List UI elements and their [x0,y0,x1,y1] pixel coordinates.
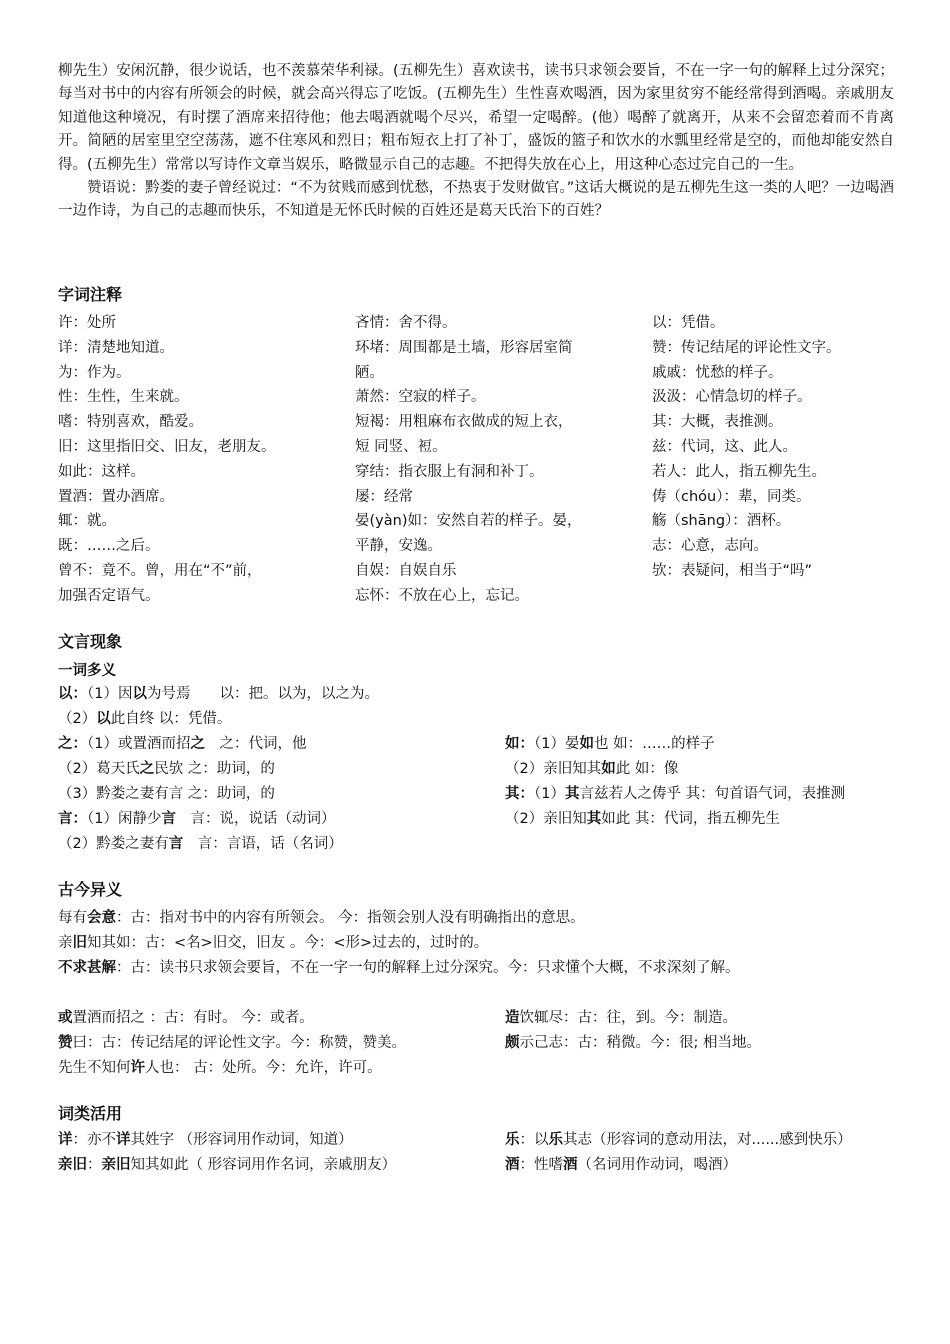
note-line: 嗜：特别喜欢，酷爱。 [58,414,203,431]
huoyong-right-1: 乐：以乐其志（形容词的意动用法，对......感到快乐） [505,1132,852,1148]
duoyi-zhi-1: 之：（1）或置酒而招之 之：代词，他 [58,736,307,752]
duoyi-zhi-3: （3）黔娄之妻有言 之：助词，的 [58,786,275,802]
notes-heading: 字词注释 [58,285,123,304]
note-line: 志：心意，志向。 [652,538,768,555]
gujin-right-1: 造饮辄尽：古：往，到。今：制造。 [505,1010,737,1026]
duoyi-zhi-2: （2）葛天氏之民欤 之：助词，的 [58,761,275,777]
duoyi-qi-1: 其：（1）其言兹若人之俦乎 其：句首语气词，表推测 [505,786,846,802]
gujin-line-6: 先生不知何许人也： 古：处所。今：允许，许可。 [58,1060,382,1076]
note-line: 如此：这样。 [58,463,145,480]
note-line: 穿结：指衣服上有洞和补丁。 [355,463,544,480]
note-line: 为：作为。 [58,364,131,381]
note-line: 忘怀：不放在心上，忘记。 [355,587,529,604]
note-line: 加强否定语气。 [58,587,160,604]
note-line: 欤：表疑问，相当于“吗” [652,562,813,579]
note-line: 以：凭借。 [652,315,725,331]
note-line: 戚戚：忧愁的样子。 [652,364,783,381]
duoyi-yan-1: 言：（1）闲静少言 言：说，说话（动词） [58,811,336,827]
gujin-line-1: 每有会意：古：指对书中的内容有所领会。 今：指领会别人没有明确指出的意思。 [58,910,585,926]
duoyi-yi-2: （2）以此自终 以：凭借。 [58,711,232,727]
note-line: 吝情：舍不得。 [355,315,457,331]
note-line: 许：处所 [58,315,116,331]
note-line: 俦（chóu）：辈，同类。 [652,488,811,505]
huoyong-right-2: 酒：性嗜酒（名词用作动词，喝酒） [505,1157,737,1173]
note-line: 其：大概，表推测。 [652,414,783,431]
note-line: 晏(yàn)如：安然自若的样子。晏， [355,513,582,530]
huoyong-line-1: 详：亦不详其姓字 （形容词用作动词，知道） [58,1132,353,1148]
huoyong-line-2: 亲旧：亲旧知其如此（ 形容词用作名词，亲戚朋友） [58,1157,397,1173]
gujin-right-2: 颇示己志：古：稍微。今：很; 相当地。 [505,1035,761,1051]
gujin-line-4: 或置酒而招之 ：古：有时。 今：或者。 [58,1010,314,1026]
note-line: 辄：就。 [58,513,116,530]
note-line: 置酒：置办酒席。 [58,488,174,505]
note-line: 自娱：自娱自乐 [355,562,457,579]
note-line: 短 同竖、裋。 [355,438,447,455]
duoyi-ru-1: 如：（1）晏如也 如：……的样子 [505,736,715,752]
translation-paragraph-2: 赞语说：黔娄的妻子曾经说过：“不为贫贱而感到忧愁，不热衷于发财做官。”这话大概说的是五柳先生这一类的人吧？一边喝酒一边作诗，为自己的志趣而快乐，不知道是无怀氏时候的百姓还是葛天氏治下的百姓？ [58,180,894,220]
gujin-line-2: 亲旧知其如：古：<名>旧交，旧友 。今：<形>过去的，过时的。 [58,935,489,951]
note-line: 若人：此人，指五柳先生。 [652,463,826,480]
notes-column-3 [652,311,892,584]
gujin-heading: 古今异义 [58,880,123,899]
note-line: 兹：代词，这、此人。 [652,438,797,455]
note-line: 曾不：竟不。曾，用在“不”前， [58,562,262,579]
note-line: 陋。 [355,364,384,381]
note-line: 萧然：空寂的样子。 [355,389,486,406]
note-line: 旧：这里指旧交、旧友，老朋友。 [58,438,276,455]
note-line: 汲汲：心情急切的样子。 [652,389,812,406]
gujin-line-3: 不求甚解：古：读书只求领会要旨，不在一字一句的解释上过分深究。今：只求懂个大概，不求深刻了解。 [58,960,740,976]
wenyan-heading: 文言现象 [58,632,123,651]
duoyi-qi-2: （2）亲旧知其如此 其：代词，指五柳先生 [505,811,780,827]
huoyong-heading: 词类活用 [58,1104,123,1123]
gujin-line-5: 赞曰：古：传记结尾的评论性文字。今：称赞，赞美。 [58,1035,406,1051]
note-line: 平静，安逸。 [355,538,442,555]
duoyi-yi-1: 以：（1）因以为号焉 以：把。以为，以之为。 [58,686,379,702]
notes-column-2 [355,311,595,609]
notes-column-1 [58,311,298,609]
note-line: 屡：经常 [355,488,413,505]
translation-paragraph-1: 柳先生）安闲沉静，很少说话，也不羡慕荣华利禄。(五柳先生）喜欢读书，读书只求领会要旨，不在一字一句的解释上过分深究；每当对书中的内容有所领会的时候，就会高兴得忘了吃饭。(五柳先生）生性喜欢喝酒，因为家里贫穷不能经常得到酒喝。亲戚朋友知道他这种境况，有时摆了酒席来招待他；他去喝酒就喝个尽兴，希望一定喝醉。(他）喝醉了就离开，从来不会留恋着而不肯离开。简陋的居室里空空荡荡，遮不住寒风和烈日；粗布短衣上打了补丁，盛饭的篮子和饮水的水瓢里经常是空的，而他却能安然自得。(五柳先生）常常以写诗作文章当娱乐，略微显示自己的志趣。不把得失放在心上，用这种心态过完自己的一生。 [58,63,894,173]
duoyi-heading: 一词多义 [58,663,116,679]
duoyi-yan-2: （2）黔娄之妻有言 言：言语，话（名词） [58,836,343,852]
note-line: 既：……之后。 [58,538,160,555]
duoyi-ru-2: （2）亲旧知其如此 如：像 [505,761,679,777]
note-line: 赞：传记结尾的评论性文字。 [652,339,841,356]
note-line: 觞（shāng）：酒杯。 [652,513,791,530]
note-line: 短褐：用粗麻布衣做成的短上衣， [355,414,573,431]
note-line: 性：生性，生来就。 [58,389,189,406]
translation-section [58,60,894,224]
note-line: 环堵：周围都是土墙，形容居室简 [355,339,573,356]
note-line: 详：清楚地知道。 [58,339,174,356]
